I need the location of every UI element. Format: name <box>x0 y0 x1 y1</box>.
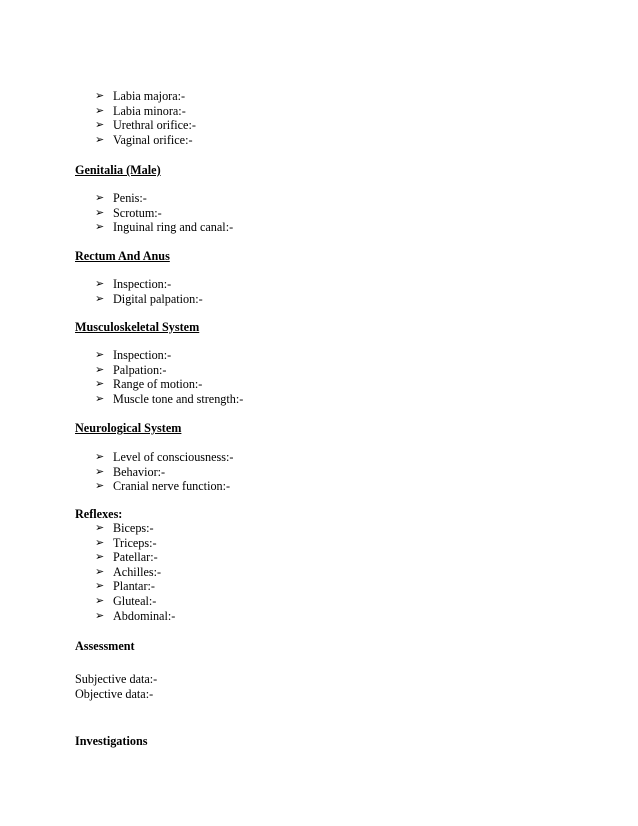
arrow-bullet-icon: ➢ <box>95 103 105 117</box>
arrow-bullet-icon: ➢ <box>95 205 105 219</box>
arrow-bullet-icon: ➢ <box>95 89 105 102</box>
reflexes-list <box>95 521 175 623</box>
list-item: ➢ Penis:- <box>95 191 147 205</box>
list-item: ➢ Scrotum:- <box>95 205 162 220</box>
list-item: ➢ Triceps:- <box>95 535 157 550</box>
neurological-list <box>95 450 234 494</box>
arrow-bullet-icon: ➢ <box>95 220 105 234</box>
list-item: ➢ Gluteal:- <box>95 593 157 608</box>
list-item: ➢ Biceps:- <box>95 521 154 535</box>
list-item: ➢ Abdominal:- <box>95 608 176 623</box>
list-item: ➢ Achilles:- <box>95 564 162 579</box>
list-item: ➢ Inspection:- <box>95 348 172 362</box>
list-item: ➢ Vaginal orifice:- <box>95 132 193 147</box>
arrow-bullet-icon: ➢ <box>95 277 105 290</box>
arrow-bullet-icon: ➢ <box>95 348 105 361</box>
arrow-bullet-icon: ➢ <box>95 464 105 478</box>
genitalia-male-heading: Genitalia (Male) <box>75 163 161 177</box>
arrow-bullet-icon: ➢ <box>95 535 105 549</box>
rectum-anus-list <box>95 277 203 306</box>
list-item: ➢ Urethral orifice:- <box>95 118 196 133</box>
list-item: ➢ Range of motion:- <box>95 377 203 392</box>
arrow-bullet-icon: ➢ <box>95 291 105 305</box>
genitalia-male-list <box>95 191 233 235</box>
list-item: ➢ Behavior:- <box>95 464 166 479</box>
arrow-bullet-icon: ➢ <box>95 521 105 534</box>
arrow-bullet-icon: ➢ <box>95 362 105 376</box>
list-item: ➢ Patellar:- <box>95 550 158 565</box>
list-item: ➢ Digital palpation:- <box>95 291 203 306</box>
arrow-bullet-icon: ➢ <box>95 593 105 607</box>
subjective-data-label: Subjective data:- <box>75 672 158 686</box>
arrow-bullet-icon: ➢ <box>95 391 105 405</box>
list-item: ➢ Labia minora:- <box>95 103 186 118</box>
list-item: ➢ Inguinal ring and canal:- <box>95 220 234 235</box>
female-genitalia-list <box>95 89 196 147</box>
musculoskeletal-heading: Musculoskeletal System <box>75 320 200 334</box>
objective-data-label: Objective data:- <box>75 687 154 701</box>
arrow-bullet-icon: ➢ <box>95 479 105 493</box>
arrow-bullet-icon: ➢ <box>95 132 105 146</box>
list-item: ➢ Muscle tone and strength:- <box>95 391 244 406</box>
arrow-bullet-icon: ➢ <box>95 118 105 132</box>
rectum-anus-heading: Rectum And Anus <box>75 249 170 263</box>
arrow-bullet-icon: ➢ <box>95 564 105 578</box>
arrow-bullet-icon: ➢ <box>95 579 105 593</box>
investigations-heading: Investigations <box>75 734 148 748</box>
reflexes-heading: Reflexes: <box>75 507 123 521</box>
assessment-heading: Assessment <box>75 639 135 653</box>
list-item: ➢ Labia majora:- <box>95 89 186 103</box>
list-item: ➢ Level of consciousness:- <box>95 450 234 464</box>
arrow-bullet-icon: ➢ <box>95 191 105 204</box>
list-item: ➢ Cranial nerve function:- <box>95 479 231 494</box>
list-item: ➢ Palpation:- <box>95 362 167 377</box>
arrow-bullet-icon: ➢ <box>95 377 105 391</box>
neurological-heading: Neurological System <box>75 421 182 435</box>
musculoskeletal-list <box>95 348 243 406</box>
arrow-bullet-icon: ➢ <box>95 550 105 564</box>
list-item: ➢ Inspection:- <box>95 277 172 291</box>
arrow-bullet-icon: ➢ <box>95 450 105 463</box>
list-item: ➢ Plantar:- <box>95 579 155 594</box>
arrow-bullet-icon: ➢ <box>95 608 105 622</box>
